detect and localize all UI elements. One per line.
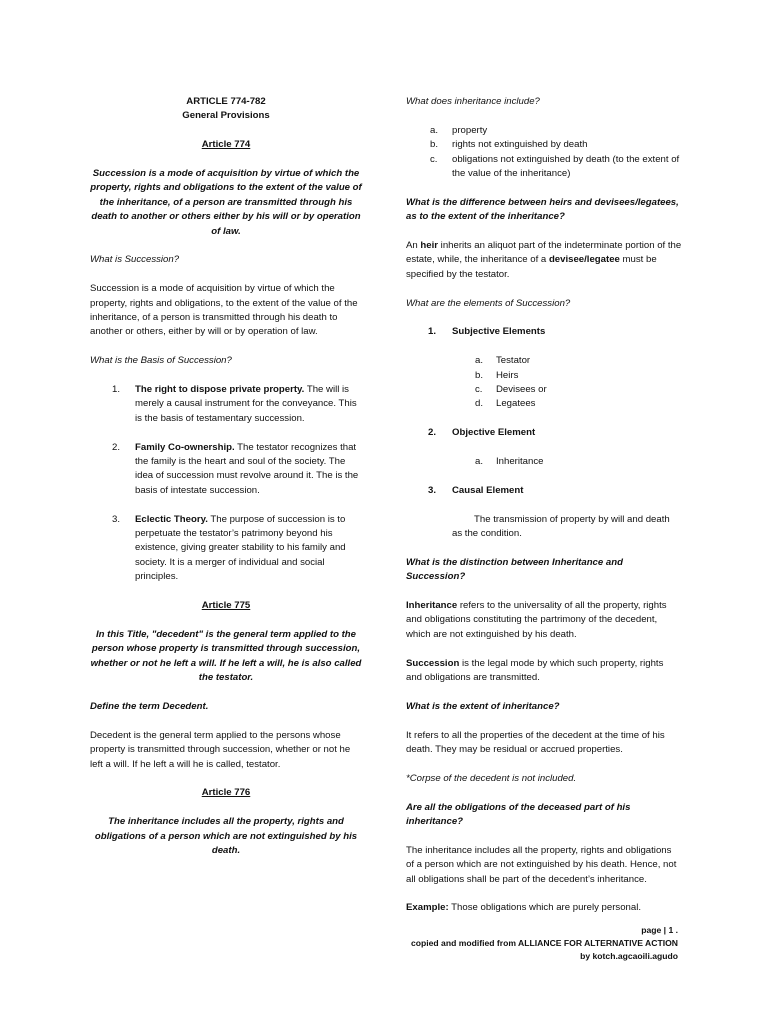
page-number: page | 1 . bbox=[641, 925, 678, 935]
include-item-letter: b. bbox=[430, 139, 439, 151]
example-note: Example: Those obligations which are purely personal. bbox=[406, 902, 642, 914]
general-provisions-subtitle: General Provisions bbox=[182, 110, 270, 122]
subjective-element-item: b. Heirs bbox=[475, 369, 519, 381]
element-subjective-heading: 1. Subjective Elements bbox=[428, 326, 546, 338]
answer-inheritance-definition: Inheritance refers to the universality of all the property, rights and obligations constituting the partrimony of the decedent, which are not extinguished by his death. bbox=[406, 600, 667, 640]
subjective-element-item: c. Devisees or bbox=[475, 384, 547, 396]
basis-item-title: The right to dispose private property. bbox=[135, 384, 305, 396]
basis-item-text: The will is merely a causal instrument for the conveyance. This is the basis of testamentary succession. bbox=[135, 384, 357, 424]
left-column bbox=[90, 95, 362, 858]
subjective-elements-list bbox=[406, 354, 682, 412]
basis-item bbox=[90, 513, 362, 585]
include-item-letter: c. bbox=[430, 153, 438, 165]
basis-item-text: The purpose of succession is to perpetuate the testator’s patrimony beyond his existence, giving greater stability to his family and society. It is a merger of individual and social principles. bbox=[135, 513, 346, 583]
include-item bbox=[406, 124, 682, 138]
source-credit: copied and modified from ALLIANCE FOR ALTERNATIVE ACTION bbox=[410, 938, 678, 948]
article-774-text: Succession is a mode of acquisition by virtue of which the property, rights and obligations to the extent of the value of the inheritance, of a person are transmitted through his death to another or others either by his will or by operation of law. bbox=[90, 168, 362, 237]
page-footer bbox=[411, 924, 678, 963]
include-item-text: rights not extinguished by death bbox=[452, 139, 588, 151]
include-item bbox=[406, 138, 682, 152]
right-column bbox=[406, 95, 682, 916]
element-causal-heading: 3. Causal Element bbox=[428, 484, 524, 496]
basis-item bbox=[90, 441, 362, 499]
basis-item-title: Eclectic Theory. bbox=[135, 513, 208, 525]
question-inheritance-vs-succession: What is the distinction between Inheritance and Succession? bbox=[406, 556, 623, 583]
article-775-text: In this Title, "decedent" is the general term applied to the person whose property is transmitted through succession, whether or not he left a will. If he left a will, he is also called the testator. bbox=[90, 628, 362, 684]
article-range-title: ARTICLE 774-782 bbox=[186, 96, 266, 107]
term-heir: heir bbox=[420, 240, 439, 252]
answer-what-is-succession: Succession is a mode of acquisition by virtue of which the property, rights and obligations, to the extent of the value of the inheritance, of a person is transmitted through his death to another or others, either by will or by operation of law. bbox=[90, 283, 358, 338]
question-elements-of-succession: What are the elements of Succession? bbox=[406, 297, 571, 309]
question-inheritance-include: What does inheritance include? bbox=[406, 96, 540, 107]
basis-list bbox=[90, 383, 362, 585]
answer-succession-definition: Succession is the legal mode by which such property, rights and obligations are transmitted. bbox=[406, 657, 664, 684]
question-define-decedent: Define the term Decedent. bbox=[90, 700, 209, 712]
include-item-text: obligations not extinguished by death (to the extent of the value of the inheritance) bbox=[452, 153, 680, 180]
include-item-text: property bbox=[452, 124, 488, 136]
answer-extent-of-inheritance: It refers to all the properties of the decedent at the time of his death. They may be residual or accrued properties. bbox=[406, 729, 665, 756]
article-774-heading: Article 774 bbox=[201, 139, 251, 151]
question-heirs-vs-devisees: What is the difference between heirs and devisees/legatees, as to the extent of the inheritance? bbox=[406, 196, 679, 223]
basis-item-number: 2. bbox=[112, 441, 121, 453]
question-what-is-succession: What is Succession? bbox=[90, 254, 180, 266]
question-basis-of-succession: What is the Basis of Succession? bbox=[90, 355, 232, 367]
question-extent-of-inheritance: What is the extent of inheritance? bbox=[406, 700, 560, 712]
article-776-text: The inheritance includes all the property, rights and obligations of a person which are not extinguished by his death. bbox=[94, 816, 358, 856]
objective-elements-list bbox=[406, 455, 682, 469]
include-item bbox=[406, 153, 682, 182]
objective-element-item: a. Inheritance bbox=[475, 456, 544, 468]
question-obligations-part-of-inheritance: Are all the obligations of the deceased part of his inheritance? bbox=[406, 801, 631, 828]
basis-item-title: Family Co-ownership. bbox=[135, 441, 235, 453]
include-list bbox=[406, 124, 682, 182]
element-objective-heading: 2. Objective Element bbox=[428, 427, 536, 439]
basis-item-text: The testator recognizes that the family is the heart and soul of the society. The idea of succession must revolve around it. The is the basis of intestate succession. bbox=[135, 441, 359, 496]
author-credit: by kotch.agcaoili.agudo bbox=[580, 951, 678, 961]
corpse-note: *Corpse of the decedent is not included. bbox=[406, 772, 577, 784]
article-775-heading: Article 775 bbox=[201, 600, 251, 612]
answer-heirs-vs-devisees: An heir inherits an aliquot part of the indeterminate portion of the estate, while, the inheritance of a devisee/legatee must be specified by the testator. bbox=[406, 240, 682, 280]
answer-obligations-part-of-inheritance: The inheritance includes all the property, rights and obligations of a person which are not extinguished by his death. Hence, not all obligations shall be part of the decedent’s inheritance. bbox=[406, 844, 677, 885]
article-776-heading: Article 776 bbox=[201, 787, 251, 799]
basis-item-number: 1. bbox=[112, 384, 121, 396]
term-devisee-legatee: devisee/legatee bbox=[548, 254, 620, 266]
basis-item bbox=[90, 383, 362, 426]
answer-define-decedent: Decedent is the general term applied to the persons whose property is transmitted through succession, whether or not he left a will. If he left a will he is called, testator. bbox=[90, 729, 351, 770]
subjective-element-item: d. Legatees bbox=[475, 398, 536, 410]
causal-element-text: The transmission of property by will and death as the condition. bbox=[452, 513, 670, 540]
subjective-element-item: a. Testator bbox=[475, 355, 531, 367]
include-item-letter: a. bbox=[430, 124, 439, 136]
basis-item-number: 3. bbox=[112, 513, 121, 525]
